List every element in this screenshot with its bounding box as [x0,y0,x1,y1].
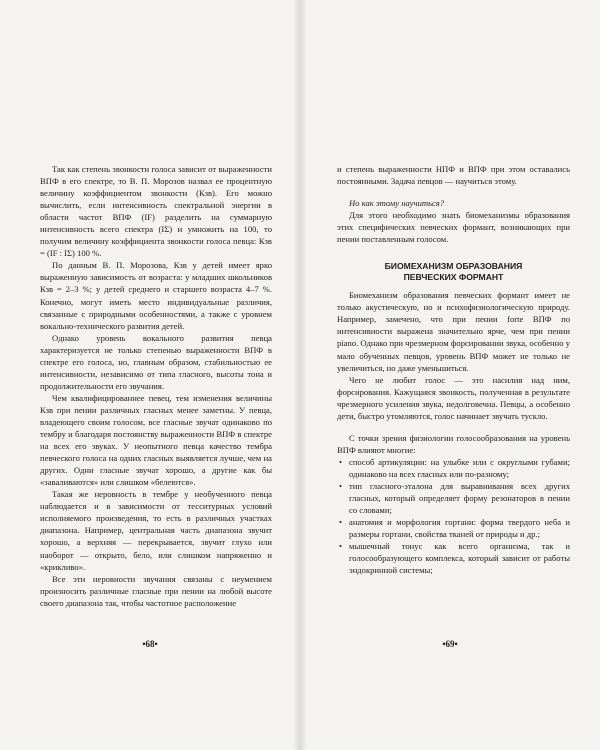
section-heading [337,261,570,283]
left-paragraph-5: Такая же неровность в тембре у необученного певца наблюдается и в зависимости от тесситурных условий исполняемого произведения, то есть в различных участках диапазона. Например, центральная часть диапазона звучит хорошо, а верхняя — перекрывается, звучит глухо или наоборот — открыто, бело, или слишком напряженно и «крикливо». [40,489,272,572]
left-paragraph-6: Все эти неровности звучания связаны с неумением произносить различные гласные при пении на любой высоте своего диапазона так, чтобы частотное расположение [40,573,272,608]
page-number-right: •69• [442,639,458,649]
right-paragraph-2: Для этого необходимо знать биомеханизмы образования этих специфических певческих формант, возникающих при пении поставленным голосом. [337,210,570,245]
right-question [337,197,570,209]
left-paragraph-1: Так как степень звонкости голоса зависит от выраженности ВПФ в его спектре, то В. П. Морозов назвал ее процентную величину коэффициентом звонкости (Кзв). Его можно вычислить, если интенсивность спектральной энергии в области частот ВПФ (IF) разделить на суммарную интенсивность всего спектра (IΣ) и умножить на 100, то получим величину коэффициента звонкости голоса певца: Кзв = (IF : IΣ) 100 %. [40,164,272,259]
right-paragraph-1: и степень выраженности НПФ и ВПФ при этом оставались постоянными. Задача певцов — научиться этому. [337,164,570,187]
question-text: Но как этому научиться? [349,198,445,209]
left-paragraph-2: По данным В. П. Морозова, Кзв у детей имеет ярко выраженную зависимость от возраста: у младших школьников Кзв = 2–3 %; у детей среднего и старшего возраста 4–7 %. Конечно, могут иметь место индивидуальные различия, связанные с природными особенностями, а также с уровнем вокально-технического развития детей. [40,260,272,331]
section-heading-line-2: ПЕВЧЕСКИХ ФОРМАНТ [403,272,504,283]
left-text-column [40,163,272,609]
list-item: • анатомия и морфология гортани: форма твердого неба и размеры гортани, свойства тканей от природы и др.; [337,516,570,540]
right-paragraph-5: С точки зрения физиологии голосообразования на уровень ВПФ влияют многие: [337,432,570,455]
factor-list [337,456,570,576]
right-text-column [337,163,570,576]
left-paragraph-4: Чем квалифицированнее певец, тем изменения величины Кзв при пении различных гласных менее заметны. У певца, владеющего своим голосом, все гласные звучат одинаково по тембру и благодаря постоянству выраженности ВПФ в спектре на всех его звуках. У неопытного певца качество тембра певческого голоса на одних гласных выявляется лучше, чем на других. Одни гласные звучат хорошо, а другие как бы «заваливаются» или слишком «белеются». [40,392,272,488]
section-heading-line-1: БИОМЕХАНИЗМ ОБРАЗОВАНИЯ [384,261,523,272]
right-paragraph-3: Биомеханизм образования певческих формант имеет не только акустическую, но и психофизиологическую природу. Например, замечено, что при пении forte ВПФ по интенсивности выражена значительно ярче, чем при пении piano. Однако при чрезмерном форсировании звука, особенно у мало обученных певцов, уровень ВПФ может не только не увеличиться, но даже уменьшиться. [337,290,570,373]
right-paragraph-4: Чего не любит голос — это насилия над ним, форсирования. Кажущаяся звонкость, полученная в результате чрезмерного усиления звука, недолговечна. Певцы, а особенно дети, быстро утомляются, голос начинает звучать тускло. [337,374,570,421]
page-number-left: •68• [142,639,158,649]
list-item: • способ артикуляции: на улыбке или с округлыми губами; одинаково на всех гласных или по-разному; [337,456,570,480]
spacer [337,422,570,432]
list-item: • тип гласного-эталона для выравнивания всех других гласных, который определяет форму резонаторов в пении со словами; [337,480,570,516]
right-page [300,0,600,750]
list-item: • мышечный тонус как всего организма, так и голосообразующего комплекса, который зависит от работы эндокринной системы; [337,540,570,576]
spacer [337,187,570,197]
left-paragraph-3: Однако уровень вокального развития певца характеризуется не только степенью выраженности ВПФ в спектре его голоса, но, главным образом, стабильностью ее интенсивности, независимо от типа гласного, высоты тона и продолжительности его звучания. [40,332,272,391]
